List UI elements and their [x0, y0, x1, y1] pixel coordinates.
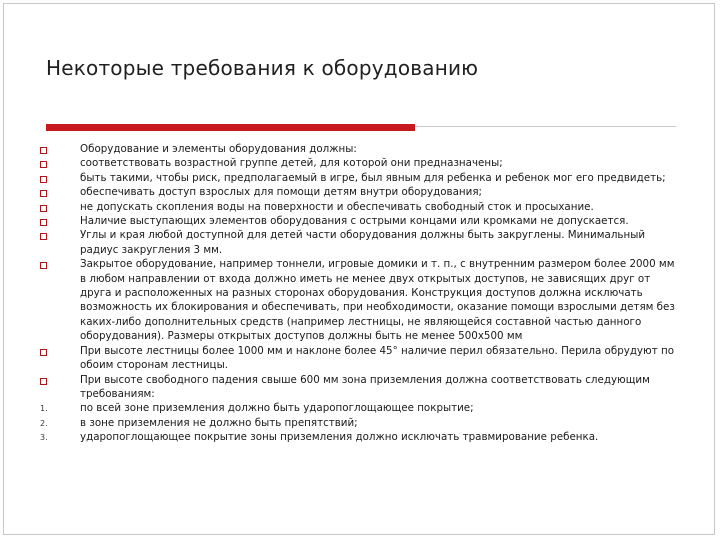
- square-bullet-icon: [40, 176, 47, 183]
- square-bullet-icon: [40, 378, 47, 385]
- numbered-item: [40, 430, 680, 444]
- list-item-text: соответствовать возрастной группе детей, для которой они предназначены;: [80, 157, 503, 170]
- list-item: [40, 214, 680, 228]
- list-item-text: Оборудование и элементы оборудования должны:: [80, 143, 357, 155]
- list-item: [40, 171, 680, 185]
- list-item-text: быть такими, чтобы риск, предполагаемый в игре, был явным для ребенка и ребенок мог его предвидеть;: [80, 171, 666, 184]
- list-item: [40, 373, 680, 402]
- list-item-text: При высоте свободного падения свыше 600 мм зона приземления должна соответствовать следующим требованиям:: [80, 373, 650, 400]
- numbered-item: [40, 401, 680, 415]
- square-bullet-icon: [40, 233, 47, 240]
- square-bullet-icon: [40, 190, 47, 197]
- square-bullet-icon: [40, 147, 47, 154]
- square-bullet-icon: [40, 219, 47, 226]
- title-accent-bar: [46, 124, 415, 131]
- numbered-item: [40, 416, 680, 430]
- list-item: [40, 228, 680, 257]
- list-item-text: обеспечивать доступ взрослых для помощи детям внутри оборудования;: [80, 186, 482, 199]
- list-item: [40, 200, 680, 214]
- item-number: 3.: [40, 433, 48, 443]
- list-item: [40, 142, 680, 156]
- list-item-text: При высоте лестницы более 1000 мм и наклоне более 45° наличие перил обязательно. Перила обрудуют по обоим сторонам лестницы.: [80, 344, 675, 372]
- item-number: 1.: [40, 404, 48, 414]
- list-item-text: Закрытое оборудование, например тоннели, игровые домики и т. п., с внутренним размером более 2000 мм в любом направлении от входа должно иметь не менее двух открытых доступов, не зависящих друг от друга и расположенных на разных сторонах оборудования. Конструкция доступов должна исключать возможность их блокирования и обеспечивать, при необходимости, оказание помощи взрослыми детям без каких-либо дополнительных средств (например лестницы, не являющейся составной частью данного оборудования). Размеры открытых доступов должны быть не менее 500х500 мм: [80, 258, 675, 343]
- slide-title: Некоторые требования к оборудованию: [46, 56, 479, 80]
- item-number: 2.: [40, 418, 48, 428]
- square-bullet-icon: [40, 161, 47, 168]
- list-item-text: не допускать скопления воды на поверхности и обеспечивать свободный сток и просыхание.: [80, 200, 594, 213]
- numbered-item-text: по всей зоне приземления должно быть ударопоглощающее покрытие;: [80, 402, 474, 415]
- list-item: [40, 156, 680, 170]
- list-item-text: Углы и края любой доступной для детей части оборудования должны быть закруглены. Минимальный радиус закругления 3 мм.: [80, 229, 646, 256]
- list-item: [40, 185, 680, 199]
- square-bullet-icon: [40, 205, 47, 212]
- numbered-item-text: ударопоглощающее покрытие зоны приземления должно исключать травмирование ребенка.: [80, 431, 599, 444]
- square-bullet-icon: [40, 349, 47, 356]
- square-bullet-icon: [40, 262, 47, 269]
- list-item: [40, 344, 680, 373]
- list-item: [40, 257, 680, 343]
- list-item-text: Наличие выступающих элементов оборудования с острыми концами или кромками не допускается.: [80, 215, 629, 228]
- requirements-list: [40, 142, 680, 445]
- numbered-item-text: в зоне приземления не должно быть препятствий;: [80, 416, 358, 429]
